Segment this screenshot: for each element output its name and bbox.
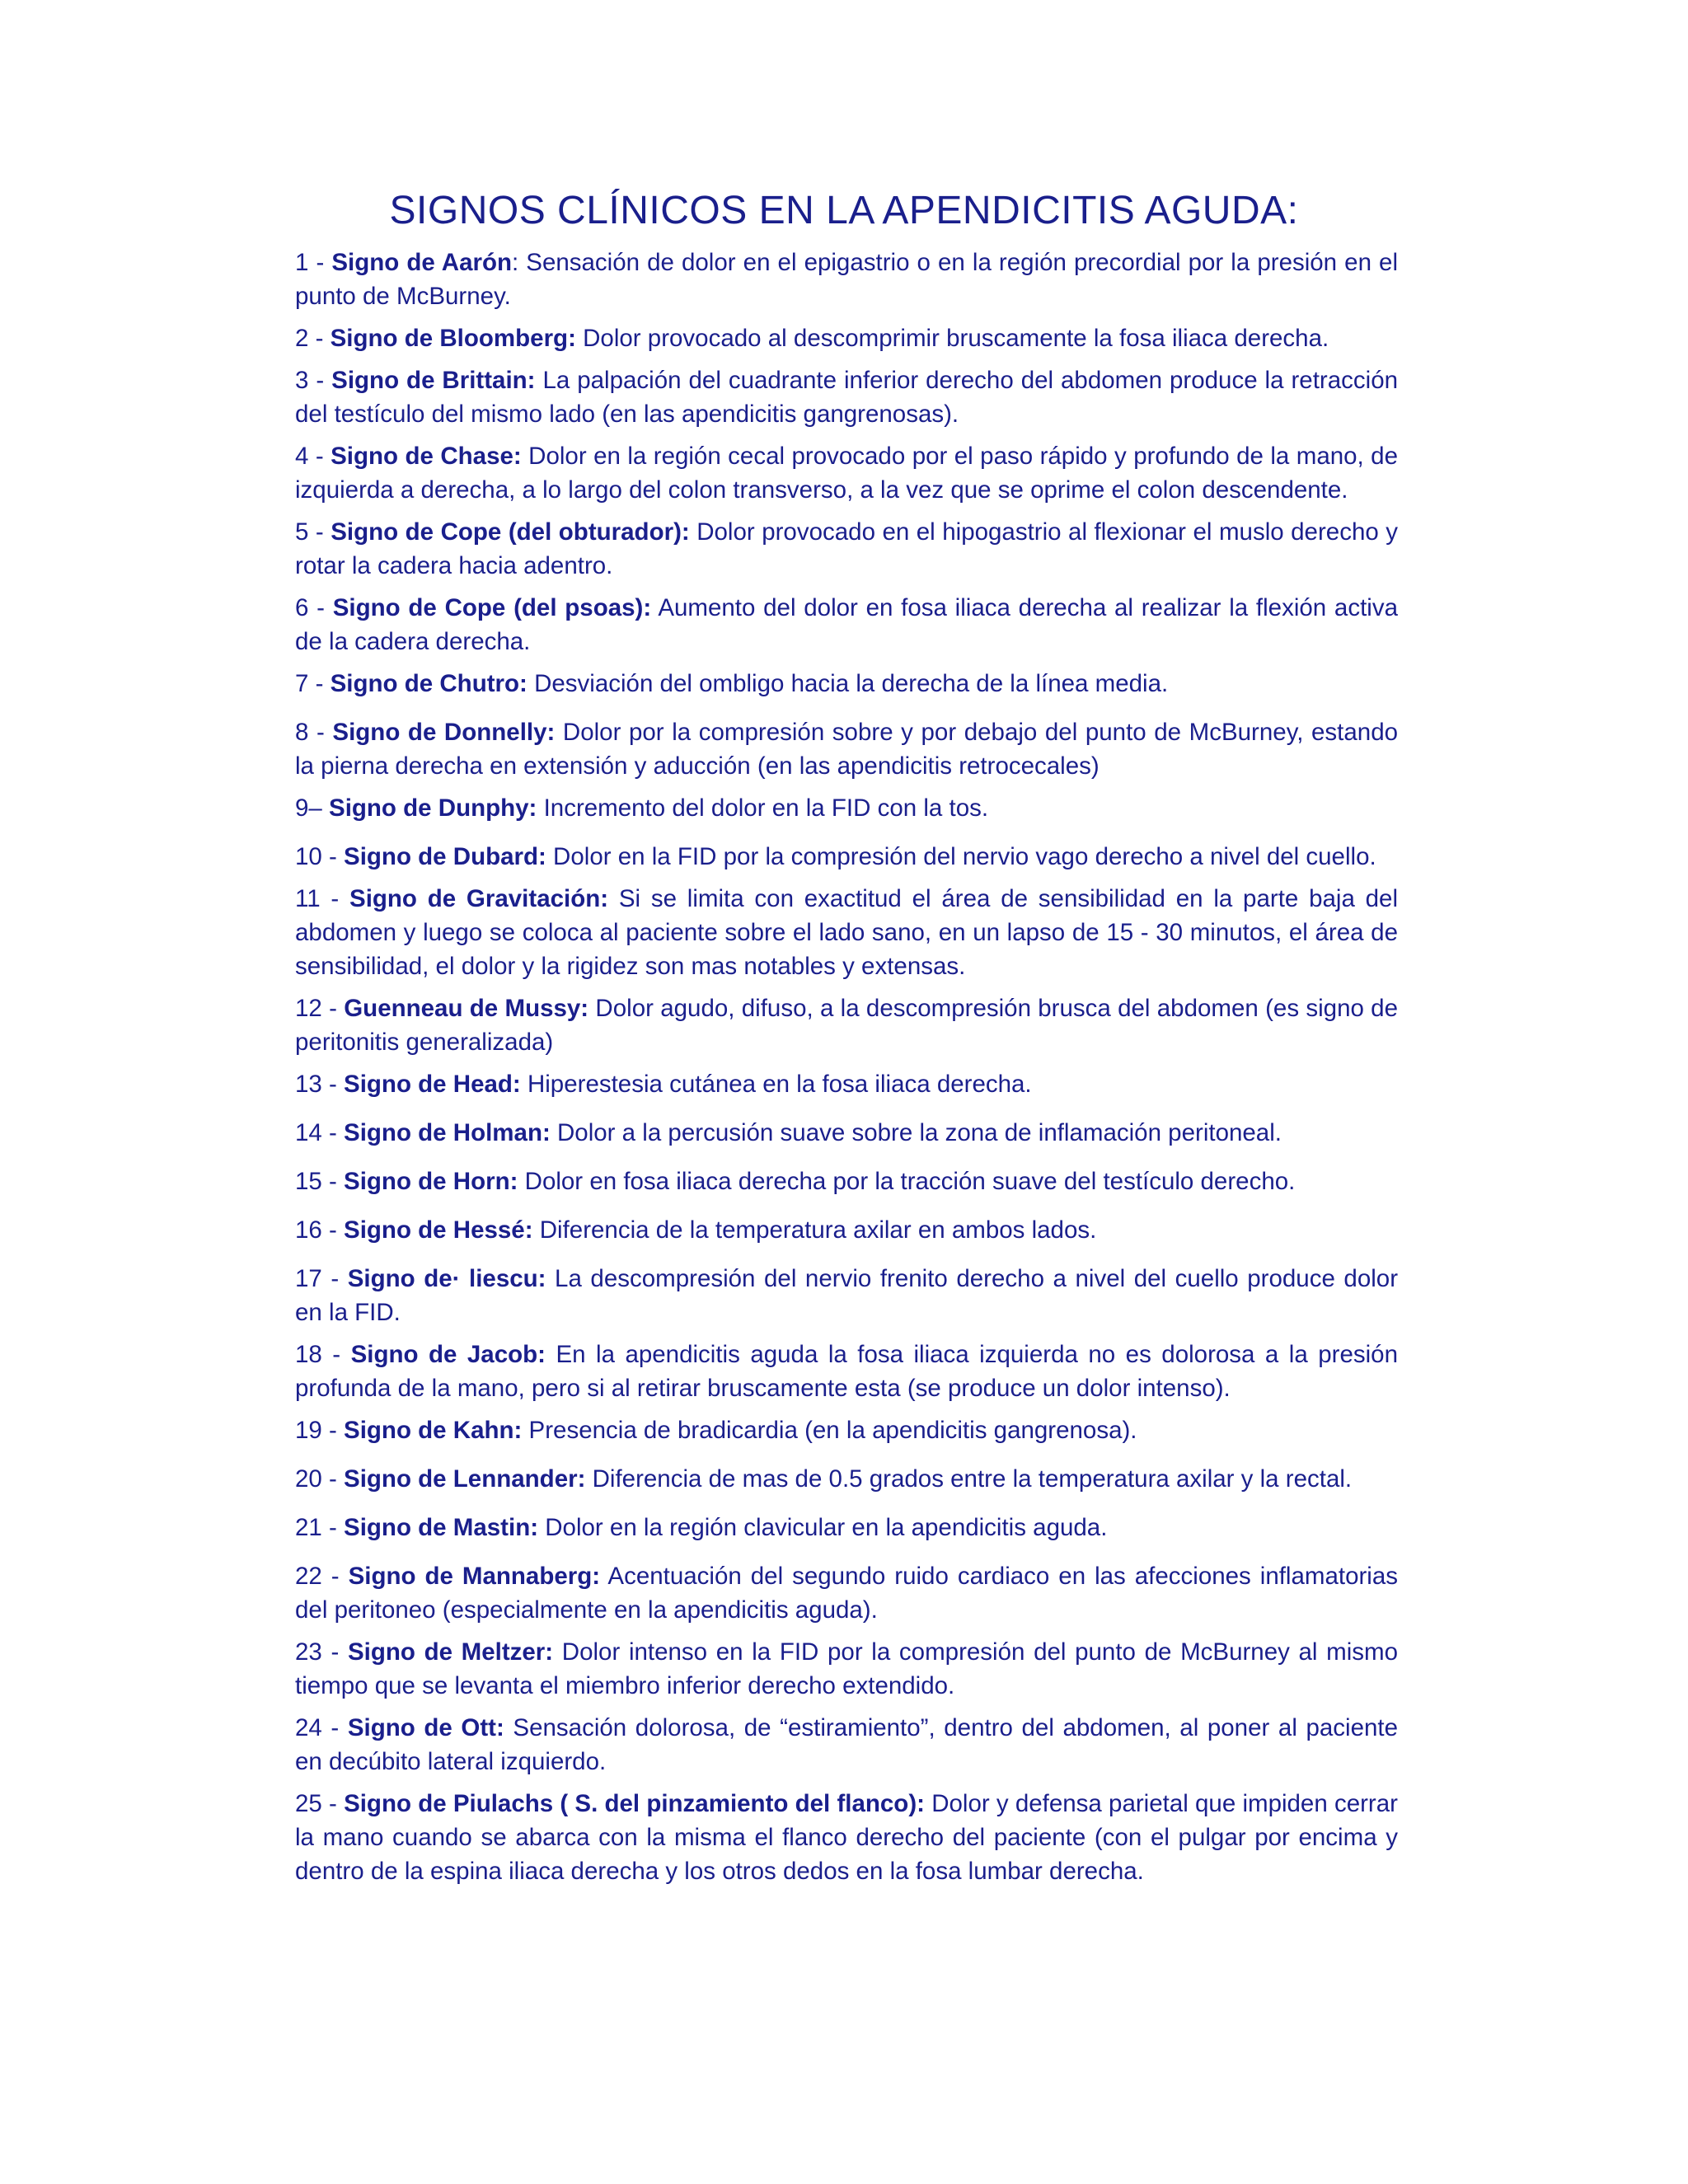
sign-name: Signo de Holman:	[344, 1119, 551, 1146]
list-item	[295, 1116, 1398, 1150]
list-item	[295, 1338, 1398, 1405]
sign-name: Signo de Dubard:	[344, 843, 546, 870]
sign-name: Signo de Dunphy:	[329, 794, 537, 822]
list-item	[295, 991, 1398, 1059]
sign-description: Acentuación del segundo ruido cardiaco en las afecciones inflamatorias del peritoneo (especialmente en la apendicitis aguda).	[295, 1563, 1399, 1624]
sign-number: 19 -	[295, 1417, 345, 1444]
list-item	[295, 439, 1398, 507]
sign-description: Diferencia de mas de 0.5 grados entre la temperatura axilar y la rectal.	[585, 1465, 1353, 1493]
sign-description: Dolor en la región cecal provocado por el paso rápido y profundo de la mano, de izquierda a derecha, a lo largo del colon transverso, a la vez que se oprime el colon descendente.	[295, 443, 1398, 504]
sign-name: Signo de Bloomberg:	[330, 325, 576, 352]
list-item	[295, 1213, 1398, 1247]
sign-description: Dolor provocado en el hipogastrio al flexionar el muslo derecho y rotar la cadera hacia adentro.	[295, 518, 1399, 579]
sign-description: Dolor provocado al descomprimir bruscamente la fosa iliaca derecha.	[575, 325, 1329, 352]
sign-number: 5 -	[295, 518, 331, 546]
sign-name: Signo de Meltzer:	[347, 1638, 554, 1666]
list-item	[295, 591, 1398, 658]
sign-number: 6 -	[295, 594, 333, 621]
sign-number: 1 -	[295, 249, 332, 276]
sign-name: Signo de Horn:	[344, 1168, 518, 1195]
list-item	[295, 882, 1398, 983]
sign-number: 10 -	[295, 843, 345, 870]
sign-description: Si se limita con exactitud el área de sensibilidad en la parte baja del abdomen y luego se coloca al paciente sobre el lado sano, en un lapso de 15 - 30 minutos, el área de sensibilidad, el dolor y la rigidez son mas notables y extensas.	[295, 885, 1398, 980]
list-item	[295, 1067, 1398, 1101]
sign-number: 7 -	[295, 670, 331, 697]
sign-name: Signo de Mannaberg:	[348, 1563, 601, 1590]
sign-description: : Sensación de dolor en el epigastrio o en la región precordial por la presión en el punto de McBurney.	[295, 249, 1399, 310]
sign-name: Signo de Chase:	[331, 443, 522, 470]
sign-description: Dolor en la FID por la compresión del nervio vago derecho a nivel del cuello.	[546, 843, 1376, 870]
list-item	[295, 791, 1398, 825]
sign-description: Dolor por la compresión sobre y por debajo del punto de McBurney, estando la pierna derecha en extensión y aducción (en las apendicitis retrocecales)	[295, 719, 1399, 780]
sign-name: Signo de Piulachs ( S. del pinzamiento del flanco):	[344, 1790, 925, 1817]
sign-number: 21 -	[295, 1514, 345, 1541]
list-item	[295, 1511, 1398, 1544]
sign-number: 4 -	[295, 443, 331, 470]
list-item	[295, 840, 1398, 874]
sign-description: Dolor en fosa iliaca derecha por la tracción suave del testículo derecho.	[518, 1168, 1296, 1195]
sign-description: La descompresión del nervio frenito derecho a nivel del cuello produce dolor en la FID.	[295, 1265, 1399, 1326]
list-item	[295, 321, 1398, 355]
sign-number: 3 -	[295, 367, 332, 394]
sign-description: Dolor agudo, difuso, a la descompresión brusca del abdomen (es signo de peritonitis generalizada)	[295, 995, 1398, 1056]
sign-name: Signo de Head:	[344, 1071, 521, 1098]
sign-description: Diferencia de la temperatura axilar en ambos lados.	[532, 1216, 1097, 1244]
sign-name: Signo de Brittain:	[331, 367, 536, 394]
sign-name: Signo de Chutro:	[330, 670, 528, 697]
sign-name: Signo de Lennander:	[344, 1465, 586, 1493]
sign-number: 22 -	[295, 1563, 349, 1590]
document-title: SIGNOS CLÍNICOS EN LA APENDICITIS AGUDA:	[389, 189, 1299, 232]
sign-description: La palpación del cuadrante inferior derecho del abdomen produce la retracción del testículo del mismo lado (en las apendicitis gangrenosas).	[295, 367, 1399, 428]
sign-name: Signo de Kahn:	[344, 1417, 523, 1444]
sign-number: 17 -	[295, 1265, 348, 1292]
sign-description: Incremento del dolor en la FID con la tos.	[537, 794, 989, 822]
sign-name: Guenneau de Mussy:	[344, 995, 589, 1022]
list-item	[295, 1165, 1398, 1198]
sign-name: Signo de Donnelly:	[332, 719, 556, 746]
list-item	[295, 1711, 1398, 1779]
sign-number: 9–	[295, 794, 330, 822]
sign-number: 18 -	[295, 1341, 351, 1368]
sign-number: 16 -	[295, 1216, 345, 1244]
sign-number: 11 -	[295, 885, 350, 912]
sign-description: Aumento del dolor en fosa iliaca derecha al realizar la flexión activa de la cadera derecha.	[295, 594, 1398, 655]
sign-number: 20 -	[295, 1465, 345, 1493]
list-item	[295, 715, 1398, 783]
list-item	[295, 246, 1398, 313]
list-item	[295, 1462, 1398, 1496]
sign-number: 25 -	[295, 1790, 345, 1817]
list-item	[295, 1413, 1398, 1447]
sign-name: Signo de Ott:	[347, 1714, 504, 1741]
sign-description: Desviación del ombligo hacia la derecha de la línea media.	[527, 670, 1169, 697]
sign-number: 12 -	[295, 995, 345, 1022]
list-item	[295, 1787, 1398, 1888]
sign-description: Dolor y defensa parietal que impiden cerrar la mano cuando se abarca con la misma el flanco derecho del paciente (con el pulgar por encima y dentro de la espina iliaca derecha y los otros dedos en la fosa lumbar derecha.	[295, 1790, 1398, 1885]
sign-name: Signo de Cope (del psoas):	[332, 594, 652, 621]
sign-name: Signo de· liescu:	[347, 1265, 546, 1292]
sign-description: Dolor en la región clavicular en la apendicitis aguda.	[538, 1514, 1108, 1541]
sign-name: Signo de Gravitación:	[349, 885, 609, 912]
sign-description: Dolor a la percusión suave sobre la zona de inflamación peritoneal.	[550, 1119, 1282, 1146]
sign-number: 15 -	[295, 1168, 345, 1195]
list-item	[295, 1262, 1398, 1329]
sign-number: 24 -	[295, 1714, 348, 1741]
sign-number: 23 -	[295, 1638, 348, 1666]
sign-number: 13 -	[295, 1071, 345, 1098]
list-item	[295, 667, 1398, 701]
sign-description: Hiperestesia cutánea en la fosa iliaca derecha.	[520, 1071, 1032, 1098]
sign-description: Sensación dolorosa, de “estiramiento”, dentro del abdomen, al poner al paciente en decúbito lateral izquierdo.	[295, 1714, 1398, 1775]
signs-list	[295, 246, 1398, 1896]
sign-description: Presencia de bradicardia (en la apendicitis gangrenosa).	[522, 1417, 1137, 1444]
sign-name: Signo de Mastin:	[344, 1514, 539, 1541]
sign-name: Signo de Cope (del obturador):	[331, 518, 690, 546]
list-item	[295, 363, 1398, 431]
sign-number: 14 -	[295, 1119, 345, 1146]
sign-description: Dolor intenso en la FID por la compresión del punto de McBurney al mismo tiempo que se levanta el miembro inferior derecho extendido.	[295, 1638, 1399, 1699]
list-item	[295, 515, 1398, 583]
sign-name: Signo de Hessé:	[344, 1216, 533, 1244]
sign-number: 2 -	[295, 325, 331, 352]
sign-name: Signo de Aarón	[331, 249, 513, 276]
list-item	[295, 1559, 1398, 1627]
sign-name: Signo de Jacob:	[350, 1341, 546, 1368]
list-item	[295, 1635, 1398, 1703]
sign-number: 8 -	[295, 719, 333, 746]
sign-description: En la apendicitis aguda la fosa iliaca izquierda no es dolorosa a la presión profunda de la mano, pero si al retirar bruscamente esta (se produce un dolor intenso).	[295, 1341, 1398, 1402]
